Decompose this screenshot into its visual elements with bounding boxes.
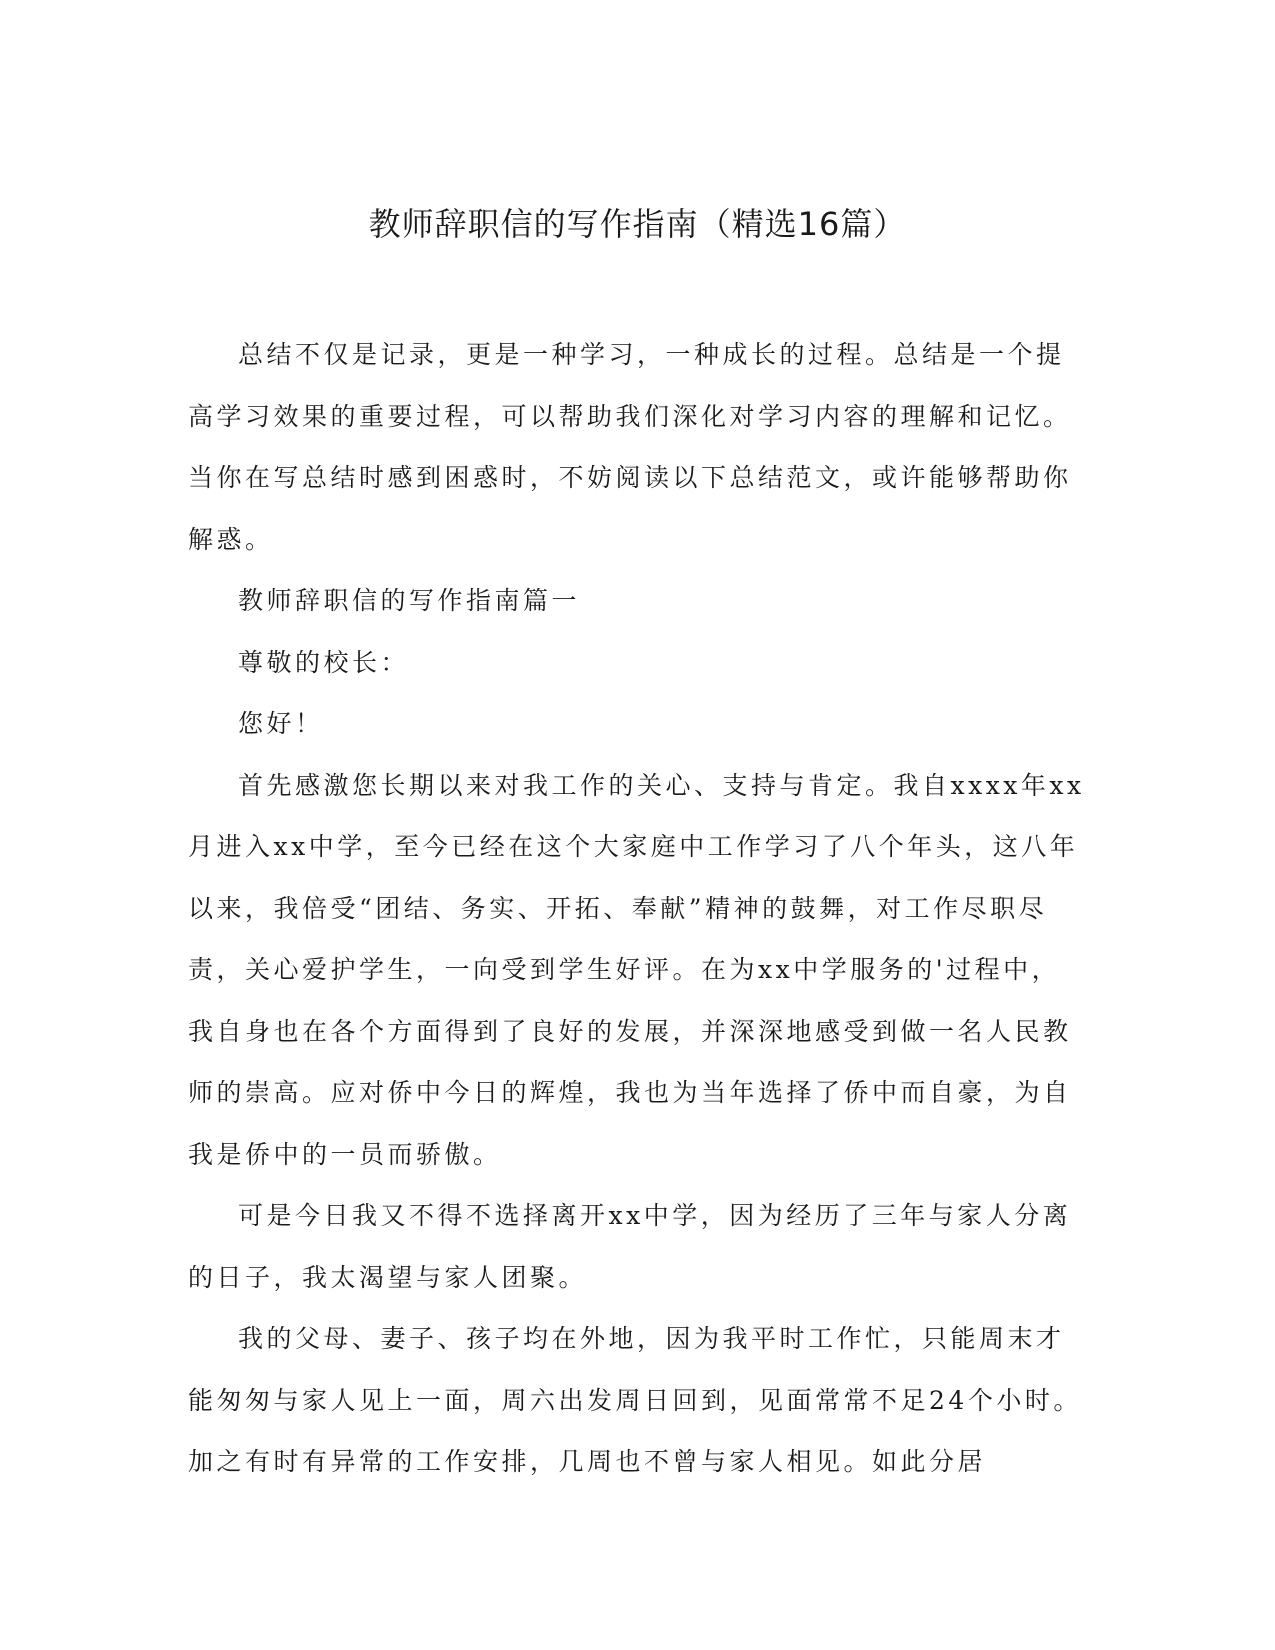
intro-paragraph: 总结不仅是记录，更是一种学习，一种成长的过程。总结是一个提高学习效果的重要过程，可以帮助我们深化对学习内容的理解和记忆。当你在写总结时感到困惑时，不妨阅读以下总结范文，或许能够帮助你解惑。 [188, 340, 1072, 554]
salutation: 尊敬的校长： [238, 647, 410, 677]
section-heading: 教师辞职信的写作指南篇一 [238, 586, 581, 615]
greeting: 您好！ [238, 709, 324, 738]
body-paragraph: 我的父母、妻子、孩子均在外地，因为我平时工作忙，只能周末才能匆匆与家人见上一面，周六出发周日回到，见面常常不足24个小时。加之有时有异常的工作安排，几周也不曾与家人相见。如此分居 [188, 1324, 1082, 1476]
body-paragraph: 首先感激您长期以来对我工作的关心、支持与肯定。我自xxxx年xx月进入xx中学，至今已经在这个大家庭中工作学习了八个年头，这八年以来，我倍受“团结、务实、开拓、奉献”精神的鼓舞，对工作尽职尽责，关心爱护学生，一向受到学生好评。在为xx中学服务的'过程中，我自身也在各个方面得到了良好的发展，并深深地感受到做一名人民教师的崇高。应对侨中今日的辉煌，我也为当年选择了侨中而自豪，为自我是侨中的一员而骄傲。 [188, 770, 1085, 1169]
body-paragraph: 可是今日我又不得不选择离开xx中学，因为经历了三年与家人分离的日子，我太渴望与家人团聚。 [188, 1201, 1072, 1292]
document-title: 教师辞职信的写作指南（精选16篇） [368, 205, 907, 243]
document-body [188, 324, 1088, 1493]
